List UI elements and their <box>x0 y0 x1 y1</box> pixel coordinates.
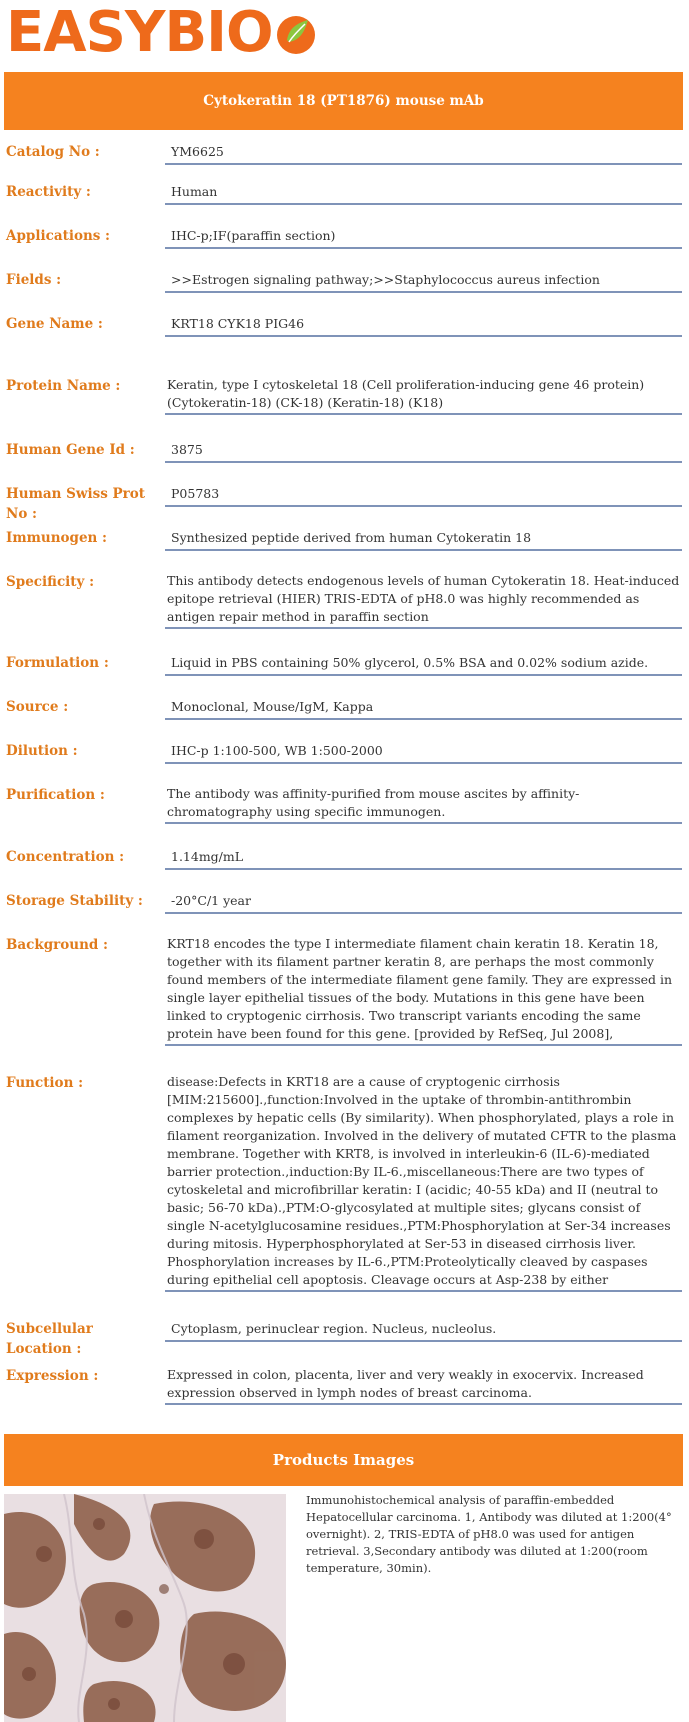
logo-text: EASYBIO <box>6 0 273 65</box>
products-images-heading: Products Images <box>4 1434 683 1486</box>
protein-name-label: Protein Name : <box>6 378 121 394</box>
gene-name-label: Gene Name : <box>6 316 103 332</box>
product-title: Cytokeratin 18 (PT1876) mouse mAb <box>4 72 683 130</box>
swiss-prot-value: P05783 <box>165 484 682 507</box>
function-label: Function : <box>6 1075 84 1091</box>
formulation-value: Liquid in PBS containing 50% glycerol, 0.5% BSA and 0.02% sodium azide. <box>165 653 682 676</box>
human-gene-id-value: 3875 <box>165 440 682 463</box>
fields-value: >>Estrogen signaling pathway;>>Staphylococcus aureus infection <box>165 270 682 293</box>
immunogen-value: Synthesized peptide derived from human Cytokeratin 18 <box>165 528 682 551</box>
gene-name-value: KRT18 CYK18 PIG46 <box>165 314 682 337</box>
immunogen-label: Immunogen : <box>6 530 108 546</box>
source-label: Source : <box>6 699 69 715</box>
brand-logo <box>6 0 317 65</box>
concentration-value: 1.14mg/mL <box>165 847 682 870</box>
expression-label: Expression : <box>6 1368 99 1384</box>
background-value: KRT18 encodes the type I intermediate filament chain keratin 18. Keratin 18, together with its filament partner keratin 8, are perhaps the most commonly found members of the intermediate filament gene family. They are expressed in single layer epithelial tissues of the body. Mutations in this gene have been linked to cryptogenic cirrhosis. Two transcript variants encoding the same protein have been found for this gene. [provided by RefSeq, Jul 2008], <box>165 935 682 1046</box>
dilution-value: IHC-p 1:100-500, WB 1:500-2000 <box>165 741 682 764</box>
concentration-label: Concentration : <box>6 849 125 865</box>
dilution-label: Dilution : <box>6 743 78 759</box>
specificity-label: Specificity : <box>6 574 95 590</box>
purification-value: The antibody was affinity-purified from mouse ascites by affinity-chromatography using specific immunogen. <box>165 785 682 824</box>
catalog-no-label: Catalog No : <box>6 144 100 160</box>
leaf-icon <box>275 10 317 56</box>
fields-label: Fields : <box>6 272 62 288</box>
image-caption: Immunohistochemical analysis of paraffin-embedded Hepatocellular carcinoma. 1, Antibody was diluted at 1:200(4° overnight). 2, TRIS-EDTA of pH8.0 was used for antigen retrieval. 3,Secondary antibody was diluted at 1:200(room temperature, 30min). <box>306 1493 672 1575</box>
storage-label: Storage Stability : <box>6 893 143 909</box>
specificity-value: This antibody detects endogenous levels of human Cytokeratin 18. Heat-induced epitope retrieval (HIER) TRIS-EDTA of pH8.0 was highly recommended as antigen repair method in paraffin section <box>165 572 682 629</box>
applications-value: IHC-p;IF(paraffin section) <box>165 226 682 249</box>
protein-name-value: Keratin, type I cytoskeletal 18 (Cell proliferation-inducing gene 46 protein) (Cytokeratin-18) (CK-18) (Keratin-18) (K18) <box>165 376 682 415</box>
storage-value: -20°C/1 year <box>165 891 682 914</box>
subcellular-label: Subcellular Location : <box>6 1321 93 1357</box>
purification-label: Purification : <box>6 787 105 803</box>
catalog-no-value: YM6625 <box>165 142 682 165</box>
subcellular-value: Cytoplasm, perinuclear region. Nucleus, nucleolus. <box>165 1319 682 1342</box>
function-value: disease:Defects in KRT18 are a cause of cryptogenic cirrhosis [MIM:215600].,function:Involved in the uptake of thrombin-antithrombin complexes by hepatic cells (By similarity). When phosphorylated, plays a role in filament reorganization. Involved in the delivery of mutated CFTR to the plasma membrane. Together with KRT8, is involved in interleukin-6 (IL-6)-mediated barrier protection.,induction:By IL-6.,miscellaneous:There are two types of cytoskeletal and microfibrillar keratin: I (acidic; 40-55 kDa) and II (neutral to basic; 56-70 kDa).,PTM:O-glycosylated at multiple sites; glycans consist of single N-acetylglucosamine residues.,PTM:Phosphorylation at Ser-34 increases during mitosis. Hyperphosphorylated at Ser-53 in diseased cirrhosis liver. Phosphorylation increases by IL-6.,PTM:Proteolytically cleaved by caspases during epithelial cell apoptosis. Cleavage occurs at Asp-238 by either <box>165 1073 682 1292</box>
expression-value: Expressed in colon, placenta, liver and very weakly in exocervix. Increased expression observed in lymph nodes of breast carcinoma. <box>165 1366 682 1405</box>
reactivity-label: Reactivity : <box>6 184 91 200</box>
formulation-label: Formulation : <box>6 655 109 671</box>
ihc-tissue-image <box>4 1494 286 1722</box>
swiss-prot-label: Human Swiss Prot No : <box>6 486 146 522</box>
background-label: Background : <box>6 937 109 953</box>
applications-label: Applications : <box>6 228 111 244</box>
reactivity-value: Human <box>165 182 682 205</box>
source-value: Monoclonal, Mouse/IgM, Kappa <box>165 697 682 720</box>
tissue-stain-graphic <box>4 1494 286 1722</box>
human-gene-id-label: Human Gene Id : <box>6 442 135 458</box>
